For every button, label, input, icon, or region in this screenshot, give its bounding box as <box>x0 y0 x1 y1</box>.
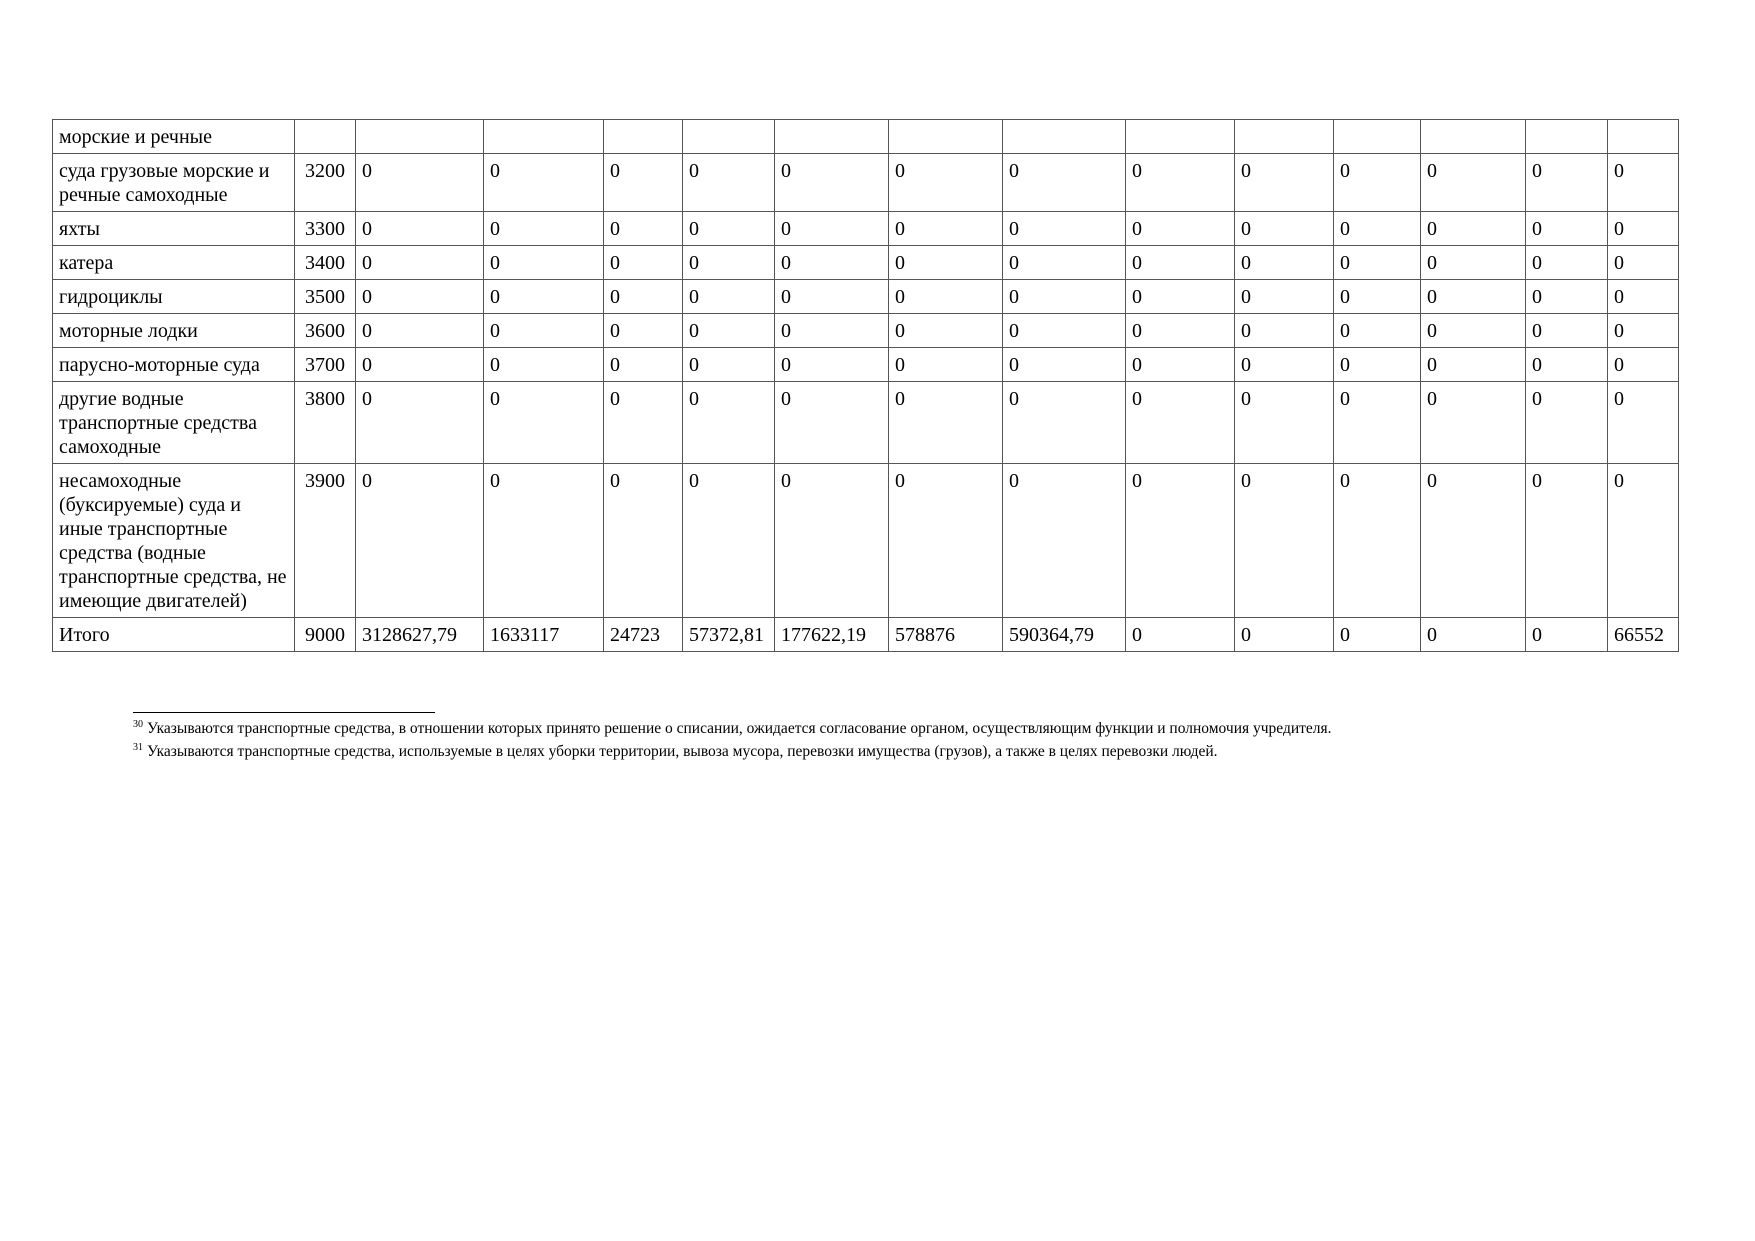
value-cell: 0 <box>1126 154 1235 212</box>
value-cell: 0 <box>604 464 683 618</box>
table-row <box>53 120 1679 154</box>
value-cell <box>604 120 683 154</box>
table-row <box>53 464 1679 618</box>
value-cell: 0 <box>1608 464 1679 618</box>
row-code-cell: 9000 <box>295 618 356 652</box>
value-cell: 66552 <box>1608 618 1679 652</box>
value-cell: 0 <box>775 212 889 246</box>
value-cell: 0 <box>356 280 484 314</box>
value-cell <box>1608 120 1679 154</box>
value-cell: 0 <box>1235 212 1334 246</box>
value-cell: 0 <box>775 246 889 280</box>
value-cell: 0 <box>1126 618 1235 652</box>
value-cell: 0 <box>889 314 1003 348</box>
value-cell: 0 <box>1003 212 1126 246</box>
value-cell: 0 <box>1421 212 1526 246</box>
value-cell: 0 <box>1235 154 1334 212</box>
value-cell: 0 <box>1421 280 1526 314</box>
value-cell: 0 <box>1003 382 1126 464</box>
value-cell: 0 <box>1334 154 1421 212</box>
value-cell: 0 <box>889 212 1003 246</box>
value-cell: 0 <box>1421 618 1526 652</box>
value-cell: 0 <box>356 246 484 280</box>
row-label-cell: яхты <box>53 212 295 246</box>
value-cell: 0 <box>1334 382 1421 464</box>
value-cell: 0 <box>775 348 889 382</box>
table-row <box>53 246 1679 280</box>
value-cell: 0 <box>1421 314 1526 348</box>
value-cell: 0 <box>484 212 604 246</box>
value-cell: 0 <box>1421 464 1526 618</box>
value-cell: 177622,19 <box>775 618 889 652</box>
row-code-cell: 3300 <box>295 212 356 246</box>
value-cell <box>1526 120 1608 154</box>
footnote-number: 31 <box>133 742 143 753</box>
value-cell: 0 <box>1526 464 1608 618</box>
value-cell: 0 <box>683 154 775 212</box>
table-row <box>53 314 1679 348</box>
value-cell: 0 <box>1334 348 1421 382</box>
table-row <box>53 154 1679 212</box>
value-cell: 0 <box>484 280 604 314</box>
value-cell: 0 <box>775 280 889 314</box>
value-cell: 0 <box>604 280 683 314</box>
value-cell: 0 <box>1526 618 1608 652</box>
table-row <box>53 382 1679 464</box>
value-cell: 0 <box>1126 246 1235 280</box>
row-label-cell: суда грузовые морские и речные самоходные <box>53 154 295 212</box>
value-cell: 0 <box>889 382 1003 464</box>
value-cell: 0 <box>683 212 775 246</box>
footnote-text: Указываются транспортные средства, используемые в целях уборки территории, вывоза мусора, перевозки имущества (грузов), а также в целях перевозки людей. <box>147 743 1218 760</box>
value-cell: 0 <box>683 348 775 382</box>
row-code-cell: 3600 <box>295 314 356 348</box>
value-cell: 0 <box>356 154 484 212</box>
value-cell: 0 <box>1608 212 1679 246</box>
row-code-cell: 3400 <box>295 246 356 280</box>
row-label-cell: гидроциклы <box>53 280 295 314</box>
value-cell: 0 <box>1526 382 1608 464</box>
value-cell: 0 <box>683 464 775 618</box>
value-cell: 0 <box>1334 212 1421 246</box>
value-cell: 578876 <box>889 618 1003 652</box>
value-cell: 0 <box>604 314 683 348</box>
footnote <box>133 715 1332 738</box>
value-cell: 0 <box>356 348 484 382</box>
value-cell: 0 <box>1003 348 1126 382</box>
row-code-cell: 3900 <box>295 464 356 618</box>
value-cell: 0 <box>889 280 1003 314</box>
value-cell: 0 <box>1526 246 1608 280</box>
value-cell: 0 <box>683 246 775 280</box>
value-cell: 0 <box>889 246 1003 280</box>
footnote-number: 30 <box>133 719 143 730</box>
table-row <box>53 212 1679 246</box>
value-cell: 0 <box>1608 314 1679 348</box>
value-cell <box>775 120 889 154</box>
vehicles-table <box>52 119 1679 652</box>
value-cell: 0 <box>889 154 1003 212</box>
value-cell: 0 <box>1003 314 1126 348</box>
value-cell: 0 <box>1526 154 1608 212</box>
value-cell: 0 <box>1235 314 1334 348</box>
value-cell: 24723 <box>604 618 683 652</box>
footnote-text: Указываются транспортные средства, в отношении которых принято решение о списании, ожидается согласование органом, осуществляющим функции и полномочия учредителя. <box>147 720 1332 737</box>
value-cell: 0 <box>604 382 683 464</box>
value-cell <box>1334 120 1421 154</box>
value-cell: 0 <box>889 348 1003 382</box>
value-cell: 0 <box>1235 382 1334 464</box>
value-cell <box>1126 120 1235 154</box>
value-cell: 0 <box>356 382 484 464</box>
value-cell <box>1235 120 1334 154</box>
row-label-cell: моторные лодки <box>53 314 295 348</box>
value-cell: 0 <box>1608 246 1679 280</box>
value-cell: 0 <box>1003 280 1126 314</box>
row-code-cell: 3500 <box>295 280 356 314</box>
value-cell: 0 <box>604 212 683 246</box>
value-cell: 0 <box>484 464 604 618</box>
value-cell: 57372,81 <box>683 618 775 652</box>
value-cell: 0 <box>775 154 889 212</box>
value-cell: 0 <box>1126 314 1235 348</box>
value-cell: 0 <box>1526 314 1608 348</box>
footnote-separator <box>133 712 435 713</box>
footnote <box>133 738 1332 761</box>
value-cell: 0 <box>775 314 889 348</box>
row-label-cell: парусно-моторные суда <box>53 348 295 382</box>
value-cell: 0 <box>484 154 604 212</box>
value-cell: 3128627,79 <box>356 618 484 652</box>
value-cell: 0 <box>683 314 775 348</box>
value-cell: 0 <box>1421 348 1526 382</box>
value-cell: 0 <box>1334 314 1421 348</box>
value-cell: 0 <box>484 246 604 280</box>
row-code-cell: 3200 <box>295 154 356 212</box>
value-cell: 0 <box>683 280 775 314</box>
table-row <box>53 280 1679 314</box>
value-cell: 0 <box>683 382 775 464</box>
value-cell: 0 <box>1526 280 1608 314</box>
value-cell: 0 <box>356 314 484 348</box>
value-cell: 590364,79 <box>1003 618 1126 652</box>
value-cell: 0 <box>1334 618 1421 652</box>
value-cell: 0 <box>1608 382 1679 464</box>
value-cell: 0 <box>889 464 1003 618</box>
row-label-cell: Итого <box>53 618 295 652</box>
value-cell: 0 <box>1126 212 1235 246</box>
table-body <box>53 120 1679 652</box>
value-cell: 0 <box>604 348 683 382</box>
footnotes <box>133 712 1332 761</box>
value-cell: 0 <box>1334 464 1421 618</box>
value-cell: 0 <box>1235 618 1334 652</box>
value-cell: 0 <box>356 212 484 246</box>
value-cell: 0 <box>1235 464 1334 618</box>
value-cell: 0 <box>1126 382 1235 464</box>
table-row <box>53 618 1679 652</box>
value-cell: 0 <box>1003 246 1126 280</box>
value-cell: 0 <box>484 348 604 382</box>
value-cell: 0 <box>1235 348 1334 382</box>
value-cell: 0 <box>1003 464 1126 618</box>
value-cell: 0 <box>1334 280 1421 314</box>
value-cell: 0 <box>1126 464 1235 618</box>
value-cell: 0 <box>1235 246 1334 280</box>
value-cell: 0 <box>1126 280 1235 314</box>
value-cell <box>1421 120 1526 154</box>
value-cell: 0 <box>1235 280 1334 314</box>
value-cell: 0 <box>775 464 889 618</box>
value-cell: 0 <box>1608 280 1679 314</box>
value-cell <box>356 120 484 154</box>
row-code-cell <box>295 120 356 154</box>
value-cell: 0 <box>604 246 683 280</box>
row-code-cell: 3700 <box>295 348 356 382</box>
value-cell <box>484 120 604 154</box>
row-label-cell: несамоходные (буксируемые) суда и иные транспортные средства (водные транспортные средства, не имеющие двигателей) <box>53 464 295 618</box>
value-cell: 0 <box>356 464 484 618</box>
value-cell: 0 <box>604 154 683 212</box>
value-cell: 1633117 <box>484 618 604 652</box>
value-cell: 0 <box>484 382 604 464</box>
value-cell: 0 <box>1334 246 1421 280</box>
value-cell: 0 <box>775 382 889 464</box>
value-cell: 0 <box>484 314 604 348</box>
row-label-cell: другие водные транспортные средства самоходные <box>53 382 295 464</box>
value-cell: 0 <box>1421 246 1526 280</box>
value-cell <box>889 120 1003 154</box>
value-cell: 0 <box>1526 348 1608 382</box>
value-cell: 0 <box>1526 212 1608 246</box>
value-cell: 0 <box>1608 154 1679 212</box>
value-cell: 0 <box>1421 382 1526 464</box>
value-cell: 0 <box>1421 154 1526 212</box>
value-cell: 0 <box>1003 154 1126 212</box>
value-cell <box>1003 120 1126 154</box>
row-label-cell: морские и речные <box>53 120 295 154</box>
table-row <box>53 348 1679 382</box>
value-cell: 0 <box>1608 348 1679 382</box>
value-cell: 0 <box>1126 348 1235 382</box>
value-cell <box>683 120 775 154</box>
row-code-cell: 3800 <box>295 382 356 464</box>
row-label-cell: катера <box>53 246 295 280</box>
